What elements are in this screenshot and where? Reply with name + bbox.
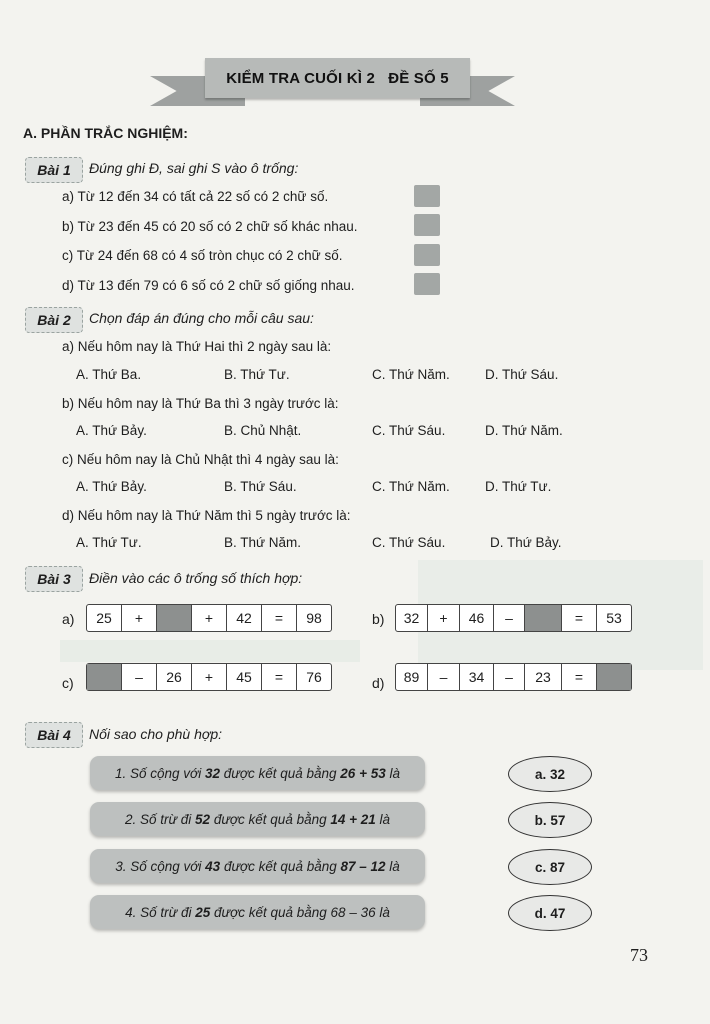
show-through-bg-2 (60, 640, 360, 662)
bai3-label: Bài 3 (25, 566, 83, 592)
bai1-item-c: c) Từ 24 đến 68 có 4 số tròn chục có 2 chữ số. (62, 248, 343, 263)
match-text: là (385, 858, 400, 874)
eq-b-label: b) (372, 611, 385, 627)
option-a-D[interactable]: D. Thứ Sáu. (485, 367, 559, 382)
match-bold: 14 + 21 (330, 811, 376, 827)
section-heading: A. PHẦN TRẮC NGHIỆM: (23, 125, 188, 141)
eq-a-op: + (121, 605, 156, 631)
bai1-prompt: Đúng ghi Đ, sai ghi S vào ô trống: (89, 160, 299, 176)
match-right-c[interactable]: c. 87 (508, 849, 592, 885)
equation-c (86, 663, 332, 691)
option-c-A[interactable]: A. Thứ Bảy. (76, 479, 147, 494)
eq-c-blank[interactable] (87, 664, 121, 690)
option-d-C[interactable]: C. Thứ Sáu. (372, 535, 446, 550)
match-text: được kết quả bằng (210, 904, 331, 920)
match-bold: 26 + 53 (340, 765, 386, 781)
page-number: 73 (630, 945, 648, 965)
eq-d-cell: 34 (459, 664, 493, 690)
match-text: là (375, 904, 390, 920)
match-left-3[interactable] (90, 849, 425, 883)
equation-a (86, 604, 332, 632)
option-a-C[interactable]: C. Thứ Năm. (372, 367, 450, 382)
match-bold: 52 (195, 811, 211, 827)
eq-d-op: – (427, 664, 459, 690)
option-b-C[interactable]: C. Thứ Sáu. (372, 423, 446, 438)
option-d-B[interactable]: B. Thứ Năm. (224, 535, 302, 550)
answer-box-b[interactable] (414, 214, 440, 236)
eq-c-label: c) (62, 675, 74, 691)
option-c-B[interactable]: B. Thứ Sáu. (224, 479, 297, 494)
bai1-label: Bài 1 (25, 157, 83, 183)
bai4-label: Bài 4 (25, 722, 83, 748)
eq-b-op: = (561, 605, 596, 631)
eq-c-cell: 26 (156, 664, 191, 690)
eq-b-blank[interactable] (524, 605, 561, 631)
match-text: được kết quả bằng (220, 765, 341, 781)
eq-b-op: + (427, 605, 459, 631)
bai2-question-d: d) Nếu hôm nay là Thứ Năm thì 5 ngày trước là: (62, 508, 351, 523)
match-text: được kết quả bằng (220, 858, 341, 874)
eq-a-cell: 42 (226, 605, 261, 631)
match-text: 4. Số trừ đi (125, 904, 196, 920)
bai1-item-b: b) Từ 23 đến 45 có 20 số có 2 chữ số khác nhau. (62, 219, 358, 234)
eq-b-cell: 53 (596, 605, 631, 631)
eq-a-cell: 98 (296, 605, 331, 631)
eq-b-op: – (493, 605, 524, 631)
bai1-item-d: d) Từ 13 đến 79 có 6 số có 2 chữ số giống nhau. (62, 278, 355, 293)
option-b-A[interactable]: A. Thứ Bảy. (76, 423, 147, 438)
eq-d-op: = (561, 664, 596, 690)
eq-d-blank[interactable] (596, 664, 631, 690)
bai1-item-a: a) Từ 12 đến 34 có tất cả 22 số có 2 chữ số. (62, 189, 329, 204)
match-bold: 43 (205, 858, 221, 874)
eq-c-op: = (261, 664, 296, 690)
eq-a-op: + (191, 605, 226, 631)
eq-d-cell: 89 (403, 669, 420, 685)
match-left-1[interactable] (90, 756, 425, 790)
banner (205, 58, 470, 98)
eq-c-cell: 76 (296, 664, 331, 690)
match-text: 3. Số cộng với (115, 858, 206, 874)
equation-d (395, 663, 632, 691)
match-text: 1. Số cộng với (115, 765, 205, 781)
eq-d-label: d) (372, 675, 385, 691)
answer-box-d[interactable] (414, 273, 440, 295)
bai4-prompt: Nối sao cho phù hợp: (89, 726, 222, 742)
option-c-D[interactable]: D. Thứ Tư. (485, 479, 552, 494)
match-text: là (385, 765, 400, 781)
match-bold: 87 – 12 (340, 858, 386, 874)
eq-c-op: + (191, 664, 226, 690)
eq-a-cell: 25 (96, 610, 112, 626)
option-d-D[interactable]: D. Thứ Bảy. (490, 535, 562, 550)
match-text: được kết quả bằng (210, 811, 331, 827)
match-left-2[interactable] (90, 802, 425, 836)
eq-b-cell: 46 (459, 605, 493, 631)
match-bold: 32 (204, 765, 220, 781)
option-d-A[interactable]: A. Thứ Tư. (76, 535, 142, 550)
eq-a-label: a) (62, 611, 75, 627)
eq-c-cell: 45 (226, 664, 261, 690)
bai2-prompt: Chọn đáp án đúng cho mỗi câu sau: (89, 310, 314, 326)
match-text: 68 – 36 (330, 904, 376, 920)
match-right-b[interactable]: b. 57 (508, 802, 592, 838)
answer-box-a[interactable] (414, 185, 440, 207)
eq-b-cell: 32 (403, 610, 420, 626)
bai2-question-c: c) Nếu hôm nay là Chủ Nhật thì 4 ngày sau là: (62, 452, 339, 467)
option-c-C[interactable]: C. Thứ Năm. (372, 479, 450, 494)
match-right-a[interactable]: a. 32 (508, 756, 592, 792)
eq-a-blank[interactable] (156, 605, 191, 631)
bai3-prompt: Điền vào các ô trống số thích hợp: (89, 570, 303, 586)
match-right-d[interactable]: d. 47 (508, 895, 592, 931)
match-text: 2. Số trừ đi (124, 811, 196, 827)
eq-a-op: = (261, 605, 296, 631)
option-b-D[interactable]: D. Thứ Năm. (485, 423, 563, 438)
banner-title: KIỂM TRA CUỐI KÌ 2 ĐỀ SỐ 5 (226, 69, 449, 87)
match-bold: 25 (195, 904, 211, 920)
eq-d-cell: 23 (524, 664, 561, 690)
match-text: là (375, 811, 391, 827)
equation-b (395, 604, 632, 632)
answer-box-c[interactable] (414, 244, 440, 266)
match-left-4[interactable] (90, 895, 425, 929)
eq-d-op: – (493, 664, 524, 690)
option-a-A[interactable]: A. Thứ Ba. (76, 367, 142, 382)
bai2-question-b: b) Nếu hôm nay là Thứ Ba thì 3 ngày trước là: (62, 396, 339, 411)
bai2-question-a: a) Nếu hôm nay là Thứ Hai thì 2 ngày sau là: (62, 339, 332, 354)
eq-c-op: – (121, 664, 156, 690)
option-b-B[interactable]: B. Chủ Nhật. (224, 423, 302, 438)
option-a-B[interactable]: B. Thứ Tư. (224, 367, 290, 382)
bai2-label: Bài 2 (25, 307, 83, 333)
